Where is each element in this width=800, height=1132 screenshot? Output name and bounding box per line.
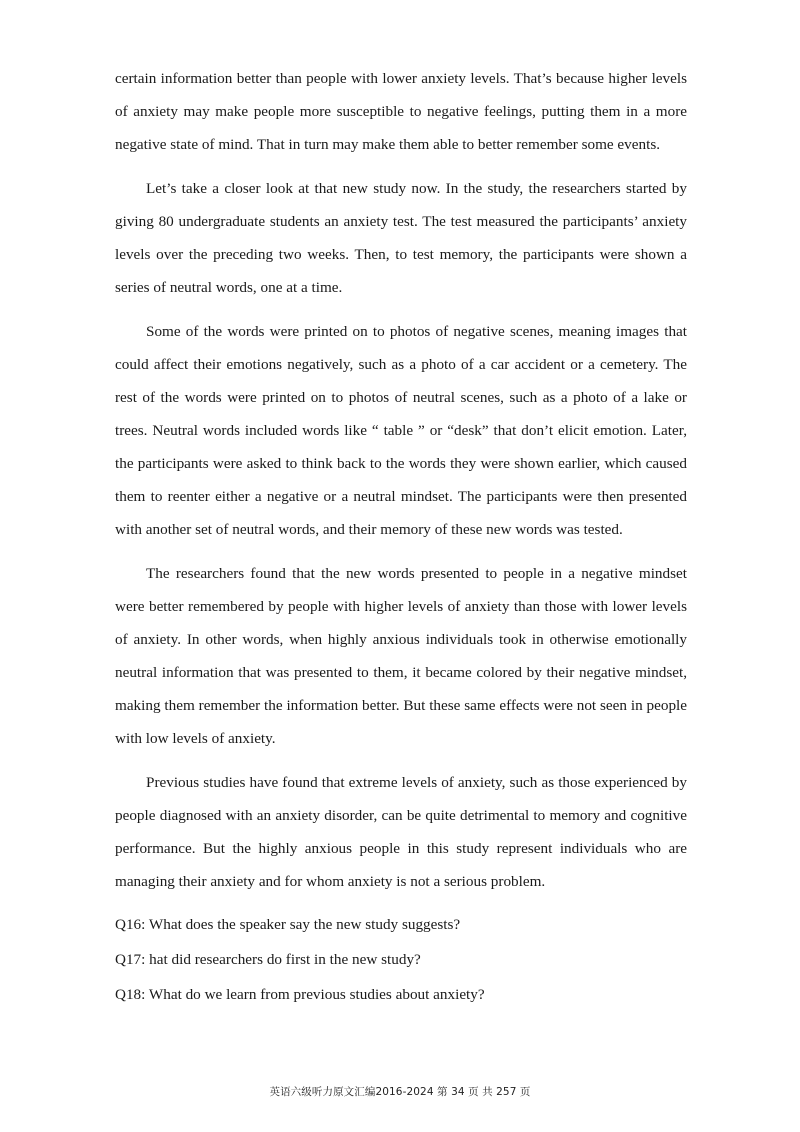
footer-page-info: 英语六级听力原文汇编2016-2024 第 34 页 共 257 页 xyxy=(269,1086,531,1098)
page-footer xyxy=(0,1084,800,1099)
document-page xyxy=(115,62,687,1014)
paragraph-study-method: Some of the words were printed on to photos of negative scenes, meaning images that could affect their emotions negatively, such as a photo of a car accident or a cemetery. The rest of the words were printed on to photos of neutral scenes, such as a photo of a lake or trees. Neutral words included words like “ table ” or “desk” that don’t elicit emotion. Later, the participants were asked to think back to the words they were shown earlier, which caused them to reenter either a negative or a neutral mindset. The participants were then presented with another set of neutral words, and their memory of these new words was tested. xyxy=(115,323,687,538)
paragraph-study-overview: Let’s take a closer look at that new study now. In the study, the researchers started by giving 80 undergraduate students an anxiety test. The test measured the participants’ anxiety levels over the preceding two weeks. Then, to test memory, the participants were shown a series of neutral words, one at a time. xyxy=(115,180,687,296)
paragraph-study-findings: The researchers found that the new words presented to people in a negative mindset were better remembered by people with higher levels of anxiety than those with lower levels of anxiety. In other words, when highly anxious individuals took in otherwise emotionally neutral information that was presented to them, it became colored by their negative mindset, making them remember the information better. But these same effects were not seen in people with low levels of anxiety. xyxy=(115,565,687,747)
paragraph-previous-studies: Previous studies have found that extreme levels of anxiety, such as those experienced by people diagnosed with an anxiety disorder, can be quite detrimental to memory and cognitive performance. But the highly anxious people in this study represent individuals who are managing their anxiety and for whom anxiety is not a serious problem. xyxy=(115,774,687,890)
question-q16: Q16: What does the speaker say the new study suggests? xyxy=(115,916,461,933)
question-q18: Q18: What do we learn from previous studies about anxiety? xyxy=(115,986,485,1003)
paragraph-continuation: certain information better than people with lower anxiety levels. That’s because higher levels of anxiety may make people more susceptible to negative feelings, putting them in a more negative state of mind. That in turn may make them able to better remember some events. xyxy=(115,70,687,153)
question-q17: Q17: hat did researchers do first in the new study? xyxy=(115,951,421,968)
